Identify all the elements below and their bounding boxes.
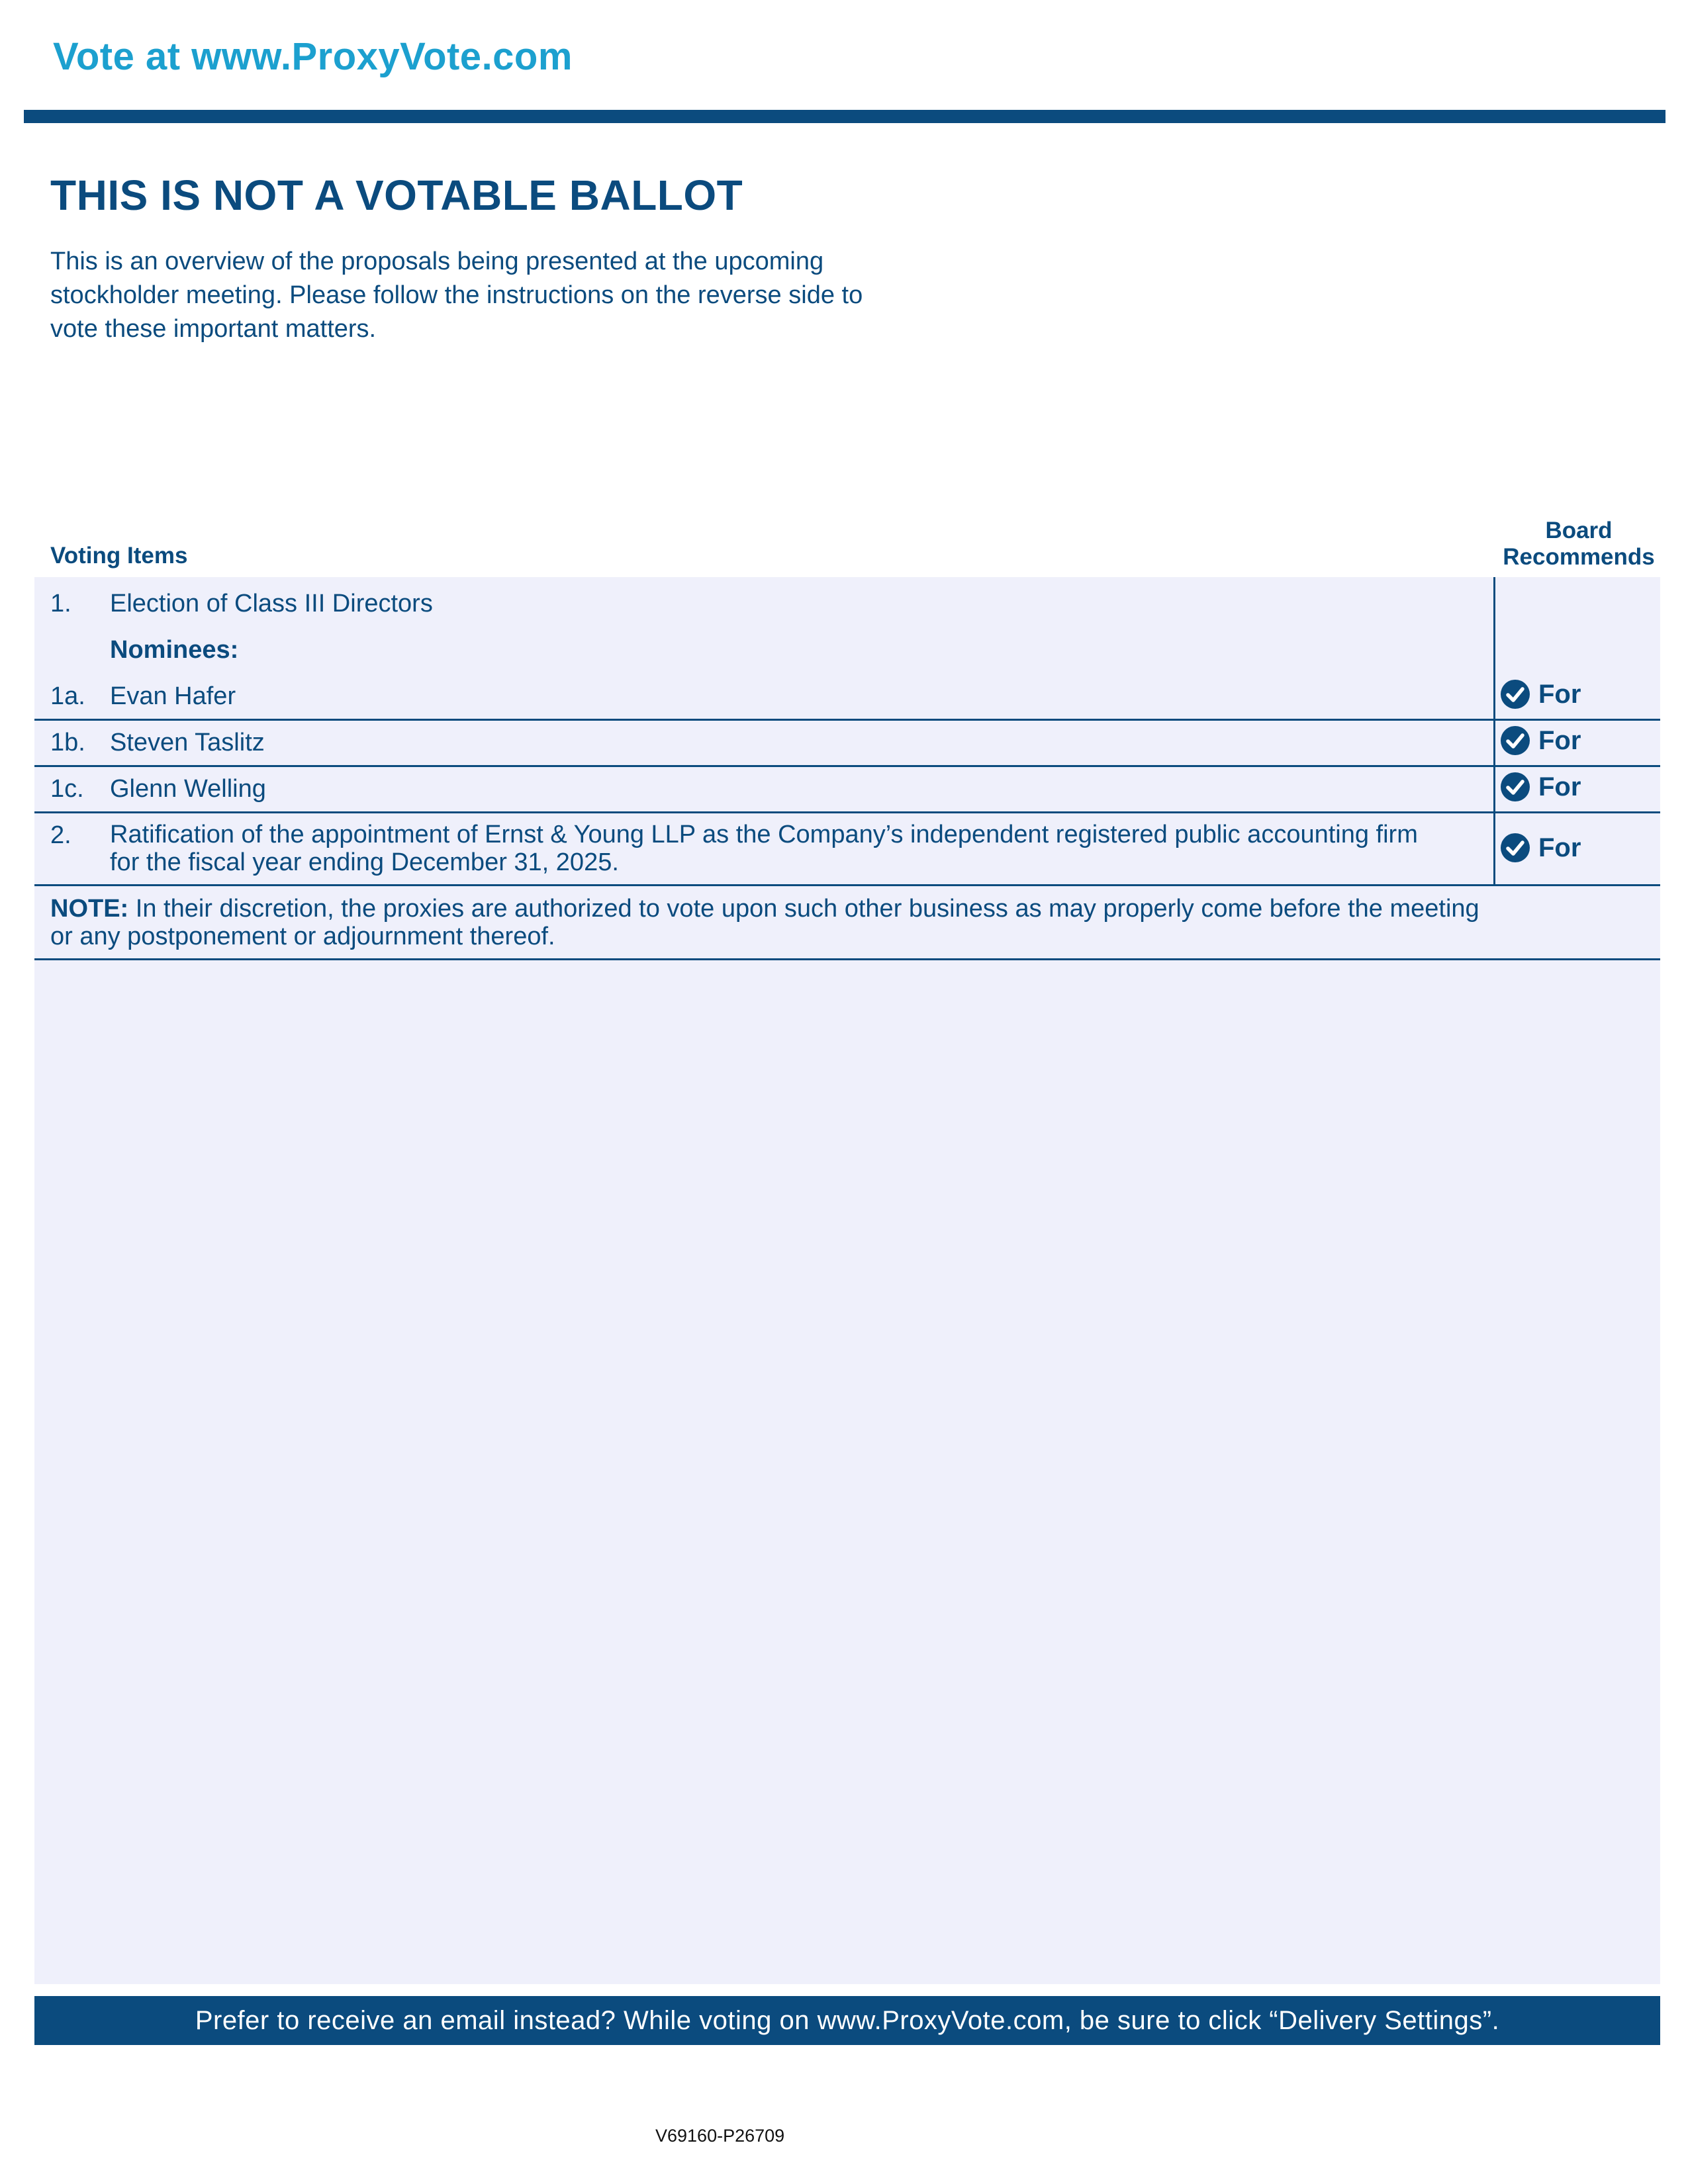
item-2-label bbox=[110, 821, 1487, 876]
header-rule bbox=[24, 110, 1665, 123]
page-title: THIS IS NOT A VOTABLE BALLOT bbox=[50, 171, 743, 219]
nominee-1c-name: Glenn Welling bbox=[110, 775, 266, 803]
intro-text: This is an overview of the proposals being presented at the upcoming stockholder meeting. Please follow the instructions on the reverse side to vote these important matters. bbox=[50, 248, 863, 343]
recommendation-label: For bbox=[1538, 679, 1581, 709]
item-1-label: Election of Class III Directors bbox=[110, 590, 433, 617]
nominee-1b-number: 1b. bbox=[50, 729, 85, 756]
row-divider bbox=[34, 719, 1660, 721]
nominee-1a-recommendation bbox=[1500, 679, 1581, 709]
nominee-1b-name: Steven Taslitz bbox=[110, 729, 265, 756]
voting-items-heading: Voting Items bbox=[50, 543, 188, 569]
item-2-recommendation bbox=[1500, 833, 1581, 863]
note-paragraph bbox=[50, 895, 1487, 950]
board-recommends-heading bbox=[1489, 518, 1668, 570]
nominee-1b-recommendation bbox=[1500, 725, 1581, 756]
recommendation-label: For bbox=[1538, 772, 1581, 801]
board-heading-line2: Recommends bbox=[1503, 544, 1655, 570]
nominee-1a-number: 1a. bbox=[50, 682, 85, 710]
control-code: V69160-P26709 bbox=[655, 2126, 785, 2146]
recommendation-label: For bbox=[1538, 833, 1581, 862]
item-2-line2: for the fiscal year ending December 31, 2025. bbox=[110, 848, 619, 876]
row-divider bbox=[34, 765, 1660, 767]
nominees-label: Nominees: bbox=[110, 636, 239, 664]
recommendation-label: For bbox=[1538, 725, 1581, 755]
item-1-number: 1. bbox=[50, 590, 71, 617]
item-2-line1: Ratification of the appointment of Ernst & Young LLP as the Company’s independent registered public accounting firm bbox=[110, 821, 1418, 848]
row-divider bbox=[34, 811, 1660, 813]
note-divider bbox=[34, 958, 1660, 960]
check-circle-icon bbox=[1500, 679, 1530, 709]
voting-items-panel bbox=[34, 577, 1660, 1984]
email-delivery-banner: Prefer to receive an email instead? While voting on www.ProxyVote.com, be sure to click “Delivery Settings”. bbox=[34, 1996, 1660, 2045]
check-circle-icon bbox=[1500, 725, 1530, 756]
nominee-1c-number: 1c. bbox=[50, 775, 84, 803]
item-2-number: 2. bbox=[50, 821, 71, 849]
check-circle-icon bbox=[1500, 833, 1530, 863]
note-label: NOTE: bbox=[50, 895, 129, 923]
nominee-1c-recommendation bbox=[1500, 772, 1581, 802]
check-circle-icon bbox=[1500, 772, 1530, 802]
nominee-1a-name: Evan Hafer bbox=[110, 682, 236, 710]
board-heading-line1: Board bbox=[1545, 518, 1613, 543]
recommend-column-divider bbox=[1493, 577, 1495, 886]
proxyvote-header-link[interactable]: Vote at www.ProxyVote.com bbox=[53, 35, 573, 78]
row-divider bbox=[34, 884, 1660, 886]
note-text: In their discretion, the proxies are authorized to vote upon such other business as may properly come before the meeting or any postponement or adjournment thereof. bbox=[50, 895, 1479, 950]
